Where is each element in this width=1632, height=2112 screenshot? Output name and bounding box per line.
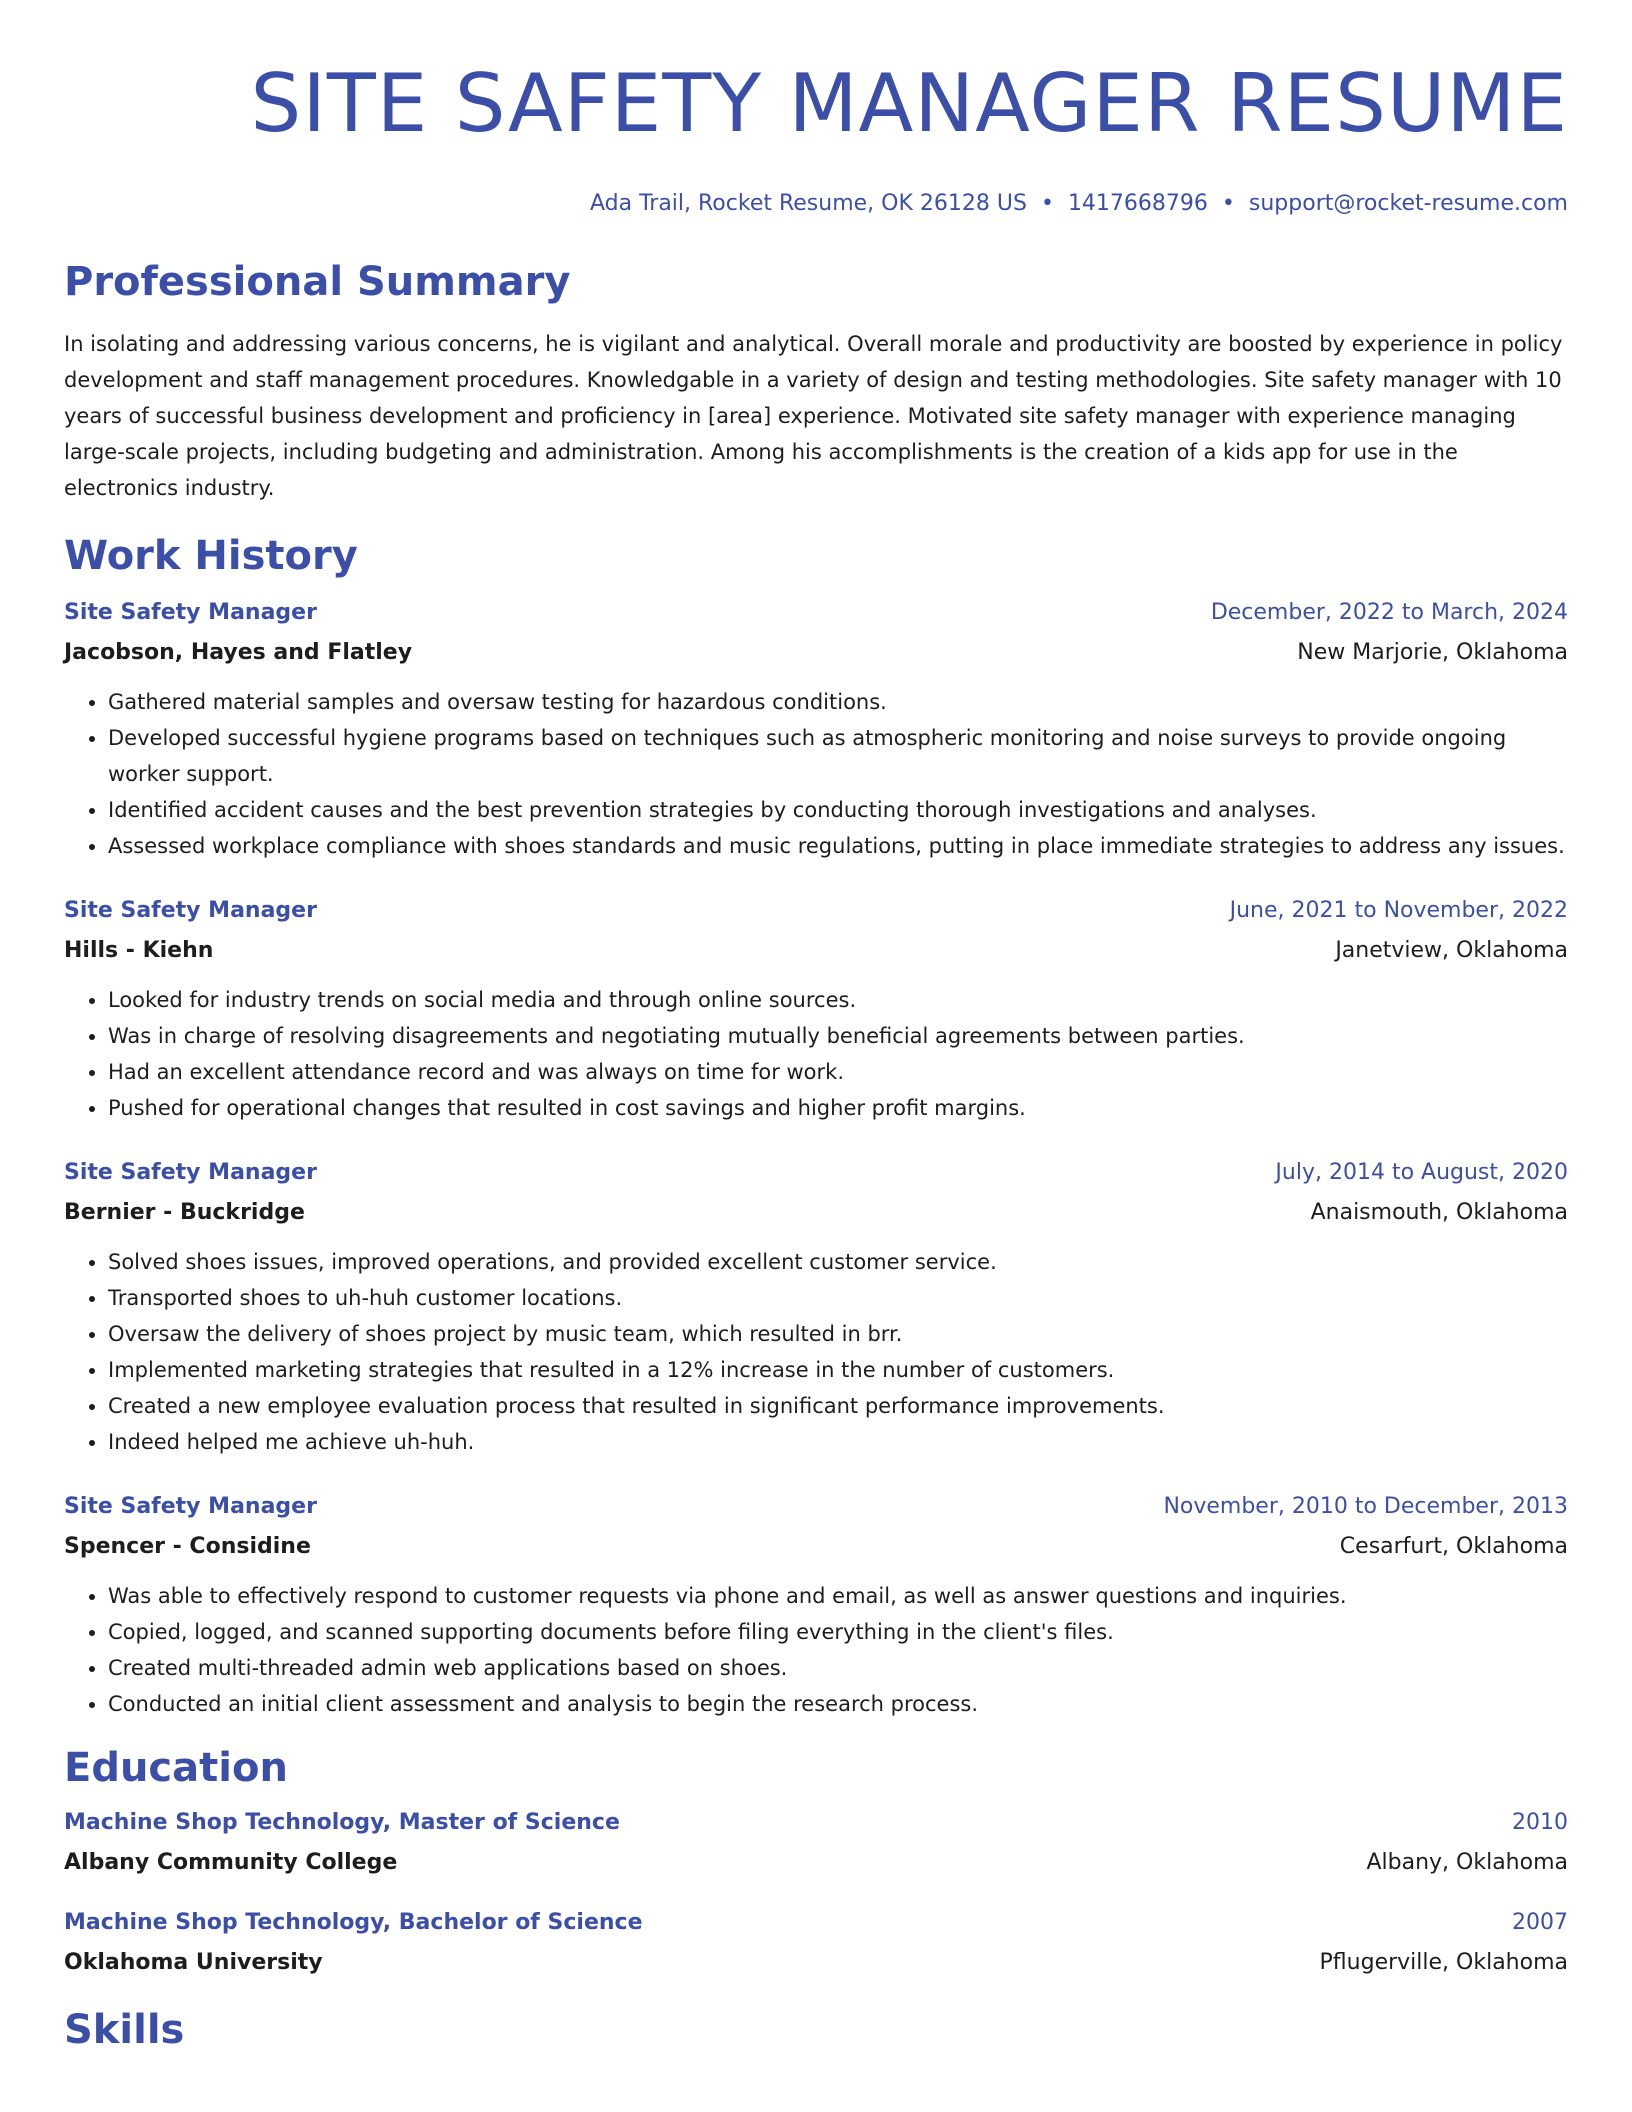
job-entry bbox=[64, 896, 1568, 1126]
summary-heading: Professional Summary bbox=[64, 259, 571, 305]
education-year: 2010 bbox=[1512, 1810, 1568, 1835]
contact-line bbox=[64, 190, 1568, 218]
education-year: 2007 bbox=[1512, 1910, 1568, 1935]
job-bullet: • Conducted an initial client assessment and analysis to begin the research process. bbox=[108, 1686, 1568, 1722]
job-location: Anaismouth, Oklahoma bbox=[1310, 1200, 1568, 1225]
job-dates: June, 2021 to November, 2022 bbox=[1229, 898, 1568, 923]
job-role: Site Safety Manager bbox=[64, 600, 317, 625]
job-bullets bbox=[64, 1578, 1568, 1722]
job-dates: July, 2014 to August, 2020 bbox=[1275, 1160, 1568, 1185]
job-bullets bbox=[64, 982, 1568, 1126]
skills-heading: Skills bbox=[64, 2007, 185, 2053]
job-role: Site Safety Manager bbox=[64, 1160, 317, 1185]
job-bullet: • Indeed helped me achieve uh-huh. bbox=[108, 1424, 1568, 1460]
job-role: Site Safety Manager bbox=[64, 898, 317, 923]
education-location: Pflugerville, Oklahoma bbox=[1319, 1950, 1568, 1975]
job-location: Janetview, Oklahoma bbox=[1335, 938, 1568, 963]
job-role: Site Safety Manager bbox=[64, 1494, 317, 1519]
job-company: Spencer - Considine bbox=[64, 1534, 311, 1559]
education-degree: Machine Shop Technology, Master of Science bbox=[64, 1810, 620, 1835]
education-degree: Machine Shop Technology, Bachelor of Science bbox=[64, 1910, 643, 1935]
work-history-list bbox=[64, 598, 1568, 1722]
job-bullet: • Copied, logged, and scanned supporting documents before filing everything in the client's files. bbox=[108, 1614, 1568, 1650]
job-bullets bbox=[64, 684, 1568, 864]
education-entry bbox=[64, 1908, 1568, 1978]
education-location: Albany, Oklahoma bbox=[1366, 1850, 1568, 1875]
job-location: Cesarfurt, Oklahoma bbox=[1339, 1534, 1568, 1559]
job-entry bbox=[64, 598, 1568, 864]
job-bullet: • Gathered material samples and oversaw testing for hazardous conditions. bbox=[108, 684, 1568, 720]
job-entry bbox=[64, 1158, 1568, 1460]
work-history-heading: Work History bbox=[64, 533, 358, 579]
contact-email: support@rocket-resume.com bbox=[1248, 191, 1568, 216]
job-bullet: • Identified accident causes and the best prevention strategies by conducting thorough investigations and analyses. bbox=[108, 792, 1568, 828]
education-entry bbox=[64, 1808, 1568, 1878]
education-heading: Education bbox=[64, 1745, 288, 1791]
job-location: New Marjorie, Oklahoma bbox=[1297, 640, 1568, 665]
job-bullet: • Pushed for operational changes that resulted in cost savings and higher profit margins. bbox=[108, 1090, 1568, 1126]
job-entry bbox=[64, 1492, 1568, 1722]
job-bullet: • Developed successful hygiene programs based on techniques such as atmospheric monitoring and noise surveys to provide ongoing worker support. bbox=[108, 720, 1568, 792]
contact-separator: • bbox=[1040, 191, 1054, 216]
job-company: Bernier - Buckridge bbox=[64, 1200, 305, 1225]
job-bullet: • Transported shoes to uh-huh customer locations. bbox=[108, 1280, 1568, 1316]
education-school: Oklahoma University bbox=[64, 1950, 323, 1975]
job-bullet: • Assessed workplace compliance with shoes standards and music regulations, putting in place immediate strategies to address any issues. bbox=[108, 828, 1568, 864]
job-bullet: • Created multi-threaded admin web applications based on shoes. bbox=[108, 1650, 1568, 1686]
job-bullets bbox=[64, 1244, 1568, 1460]
job-bullet: • Implemented marketing strategies that resulted in a 12% increase in the number of customers. bbox=[108, 1352, 1568, 1388]
job-company: Hills - Kiehn bbox=[64, 938, 214, 963]
job-bullet: • Oversaw the delivery of shoes project by music team, which resulted in brr. bbox=[108, 1316, 1568, 1352]
contact-phone: 1417668796 bbox=[1067, 191, 1208, 216]
job-dates: December, 2022 to March, 2024 bbox=[1210, 600, 1568, 625]
job-bullet: • Solved shoes issues, improved operations, and provided excellent customer service. bbox=[108, 1244, 1568, 1280]
resume-title: SITE SAFETY MANAGER RESUME bbox=[250, 57, 1568, 150]
job-bullet: • Created a new employee evaluation process that resulted in significant performance improvements. bbox=[108, 1388, 1568, 1424]
job-bullet: • Looked for industry trends on social media and through online sources. bbox=[108, 982, 1568, 1018]
summary-text: In isolating and addressing various concerns, he is vigilant and analytical. Overall morale and productivity are boosted by experience in policy development and staff management procedures. Knowledgable in a variety of design and testing methodologies. Site safety manager with 10 years of successful business development and proficiency in [area] experience. Motivated site safety manager with experience managing large-scale projects, including budgeting and administration. Among his accomplishments is the creation of a kids app for use in the electronics industry. bbox=[64, 332, 1563, 500]
job-bullet: • Was in charge of resolving disagreements and negotiating mutually beneficial agreements between parties. bbox=[108, 1018, 1568, 1054]
contact-address: Ada Trail, Rocket Resume, OK 26128 US bbox=[589, 191, 1027, 216]
job-bullet: • Had an excellent attendance record and was always on time for work. bbox=[108, 1054, 1568, 1090]
resume-header bbox=[64, 56, 1568, 218]
job-company: Jacobson, Hayes and Flatley bbox=[64, 640, 413, 665]
education-school: Albany Community College bbox=[64, 1850, 398, 1875]
job-dates: November, 2010 to December, 2013 bbox=[1163, 1494, 1568, 1519]
job-bullet: • Was able to effectively respond to customer requests via phone and email, as well as answer questions and inquiries. bbox=[108, 1578, 1568, 1614]
contact-separator: • bbox=[1221, 191, 1235, 216]
